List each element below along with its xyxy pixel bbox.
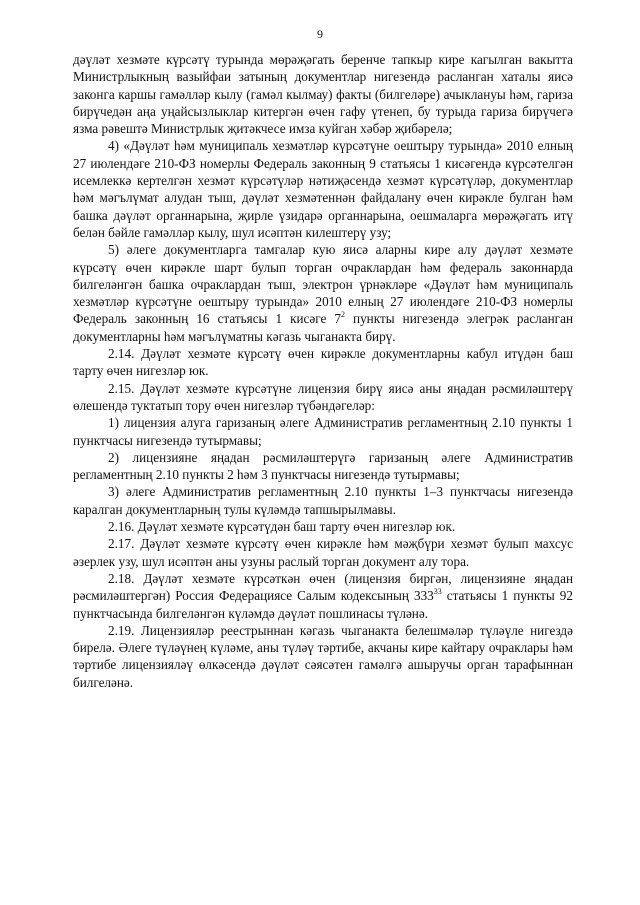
document-body: [73, 51, 573, 691]
paragraph-2-15-item-1: 1) лицензия алуга гаризаның әлеге Административ регламентның 2.10 пункты 1 пунктчасы нигезендә тутырмавы;: [73, 415, 573, 448]
paragraph-2-16: 2.16. Дәүләт хезмәте күрсәтүдән баш тарту өчен нигезләр юк.: [108, 519, 456, 535]
paragraph-item-4: 4) «Дәүләт һәм муниципаль хезмәтләр күрсәтүне оештыру турында» 2010 елның 27 июлендәге 210-ФЗ номерлы Федераль законның 9 статьясы 1 кисәгендә күрсәтелгән исемлеккә кертелгән хезмәт күрсәтүләр нәтиҗәсендә хезмәт күрсәтүләр, документлар һәм мәгълүмат алудан тыш, дәүләт хезмәтеннән файдалану өчен кирәкле булган һәм башка дәүләт органнарына, җирле үзидарә органнарына, оешмаларга мөрәҗәгать итү белән бәйле гамәлләр кылу, шул исәптән килештерү узу;: [73, 138, 573, 240]
paragraph-text: 5) әлеге документларга тамгалар кую яисә аларны кире алу дәүләт хезмәте күрсәтү өчен кирәкле шарт булып торган очраклардан һәм федераль законнарда билгеләнгән башка очраклардан тыш, электрон үрнәкләре «Дәүләт һәм муниципаль хезмәтләр күрсәтүне оештыру турында» 2010 елның 27 июлендәге 210-ФЗ номерлы Федераль законның 16 статьясы 1 кисәге 7: [73, 242, 573, 327]
paragraph-item-5: [73, 241, 573, 345]
paragraph-2-18: [73, 570, 573, 622]
paragraph-continued: дәүләт хезмәте күрсәтү турында мөрәҗәгать беренче тапкыр кире кагылган вакытта Министрлыкның вазыйфаи затының документлар нигезендә расланган хаталы яисә законга каршы гамәлләр кылу (гамәл кылмау) факты (билгеләре) ачыклануы һәм, гариза бирүчедән аңа уңайсызлыклар китергән өчен гафу үтенеп, бу турыда гариза бирүчегә язма рәвештә Министрлык җитәкчесе имза куйган хәбәр җибәрелә;: [73, 52, 573, 137]
paragraph-text: пункты нигезендә элегрәк расланган документларны һәм мәгълүматны кәгазь чыганакта бирү.: [73, 311, 573, 344]
superscript: 33: [433, 587, 442, 597]
paragraph-2-14: 2.14. Дәүләт хезмәте күрсәтү өчен кирәкле документларны кабул итүдән баш тарту өчен нигезләр юк.: [73, 346, 573, 379]
paragraph-2-15-item-2: 2) лицензияне яңадан рәсмиләштерүгә гаризаның әлеге Административ регламентның 2.10 пункты 2 һәм 3 пунктчасы нигезендә тутырмавы;: [73, 449, 573, 483]
paragraph-2-15-item-3: 3) әлеге Административ регламентның 2.10 пункты 1–3 пунктчасы нигезендә каралган документларның тулы күләмдә тапшырылмавы.: [73, 484, 573, 517]
page-number: 9: [317, 27, 323, 41]
paragraph-text: 2.18. Дәүләт хезмәте күрсәткән өчен (лицензия биргән, лицензияне яңадан рәсмиләштергән) Россия Федерациясе Салым кодексының 333: [73, 570, 573, 604]
paragraph-2-19: 2.19. Лицензияләр реестрыннан кәгазь чыганакта белешмәләр түләүле нигездә бирелә. Әлеге түләүнең күләме, аны түләү тәртибе, акчаны кире кайтару очраклары һәм тәртибе лицензияләү өлкәсендә дәүләт сәясәтен гамәлгә ашыручы орган тарафыннан билгеләнә.: [73, 622, 573, 690]
paragraph-2-17: 2.17. Дәүләт хезмәте күрсәтү өчен кирәкле һәм мәҗбүри хезмәт булып махсус әзерлек узу, шул исәптән аны узуны раслый торган документ алу тора.: [73, 536, 573, 569]
paragraph-2-15: 2.15. Дәүләт хезмәте күрсәтүне лицензия бирү яисә аны яңадан рәсмиләштерү өлешендә туктатып тору өчен нигезләр түбәндәгеләр:: [73, 380, 573, 413]
superscript: 2: [340, 310, 345, 320]
paragraph-text: статьясы 1 пункты 92 пунктчасында билгеләнгән күләмдә дәүләт пошлинасы түләнә.: [73, 588, 573, 621]
